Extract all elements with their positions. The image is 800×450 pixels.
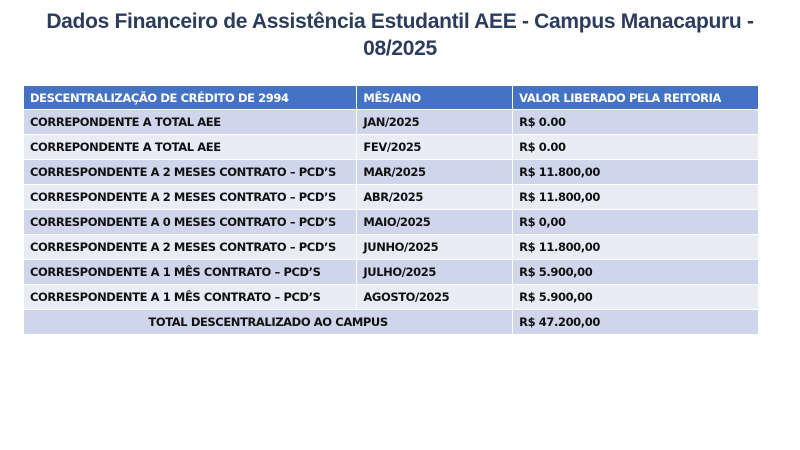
table-total-row — [24, 310, 759, 335]
cell-valor: R$ 0.00 — [513, 135, 759, 160]
table-row — [24, 285, 759, 310]
cell-descricao: CORRESPONDENTE A 2 MESES CONTRATO – PCD’S — [24, 235, 357, 260]
cell-mes: JULHO/2025 — [357, 260, 513, 285]
cell-descricao: CORRESPONDENTE A 1 MÊS CONTRATO – PCD’S — [24, 285, 357, 310]
cell-mes: JUNHO/2025 — [357, 235, 513, 260]
header-valor: VALOR LIBERADO PELA REITORIA — [513, 86, 759, 110]
financial-table — [24, 86, 759, 335]
total-valor: R$ 47.200,00 — [513, 310, 759, 335]
table-header-row — [24, 86, 759, 110]
header-mes-ano: MÊS/ANO — [357, 86, 513, 110]
cell-valor: R$ 11.800,00 — [513, 160, 759, 185]
total-label: TOTAL DESCENTRALIZADO AO CAMPUS — [24, 310, 513, 335]
title-line-1: Dados Financeiro de Assistência Estudantil AEE - Campus Manacapuru - — [46, 10, 754, 33]
table-row — [24, 110, 759, 135]
cell-descricao: CORREPONDENTE A TOTAL AEE — [24, 135, 357, 160]
table-row — [24, 160, 759, 185]
cell-descricao: CORRESPONDENTE A 1 MÊS CONTRATO – PCD’S — [24, 260, 357, 285]
header-descricao: DESCENTRALIZAÇÃO DE CRÉDITO DE 2994 — [24, 86, 357, 110]
table-row — [24, 210, 759, 235]
cell-descricao: CORREPONDENTE A TOTAL AEE — [24, 110, 357, 135]
table-row — [24, 235, 759, 260]
cell-descricao: CORRESPONDENTE A 2 MESES CONTRATO – PCD’S — [24, 160, 357, 185]
table-row — [24, 185, 759, 210]
cell-mes: ABR/2025 — [357, 185, 513, 210]
page-title — [0, 8, 800, 62]
table-row — [24, 135, 759, 160]
cell-mes: JAN/2025 — [357, 110, 513, 135]
title-line-2: 08/2025 — [363, 37, 437, 60]
cell-mes: AGOSTO/2025 — [357, 285, 513, 310]
cell-valor: R$ 0.00 — [513, 110, 759, 135]
cell-valor: R$ 11.800,00 — [513, 235, 759, 260]
cell-valor: R$ 11.800,00 — [513, 185, 759, 210]
cell-descricao: CORRESPONDENTE A 2 MESES CONTRATO – PCD’S — [24, 185, 357, 210]
cell-mes: FEV/2025 — [357, 135, 513, 160]
cell-mes: MAIO/2025 — [357, 210, 513, 235]
cell-valor: R$ 5.900,00 — [513, 285, 759, 310]
cell-valor: R$ 0,00 — [513, 210, 759, 235]
cell-valor: R$ 5.900,00 — [513, 260, 759, 285]
table-row — [24, 260, 759, 285]
cell-descricao: CORRESPONDENTE A 0 MESES CONTRATO – PCD’S — [24, 210, 357, 235]
cell-mes: MAR/2025 — [357, 160, 513, 185]
